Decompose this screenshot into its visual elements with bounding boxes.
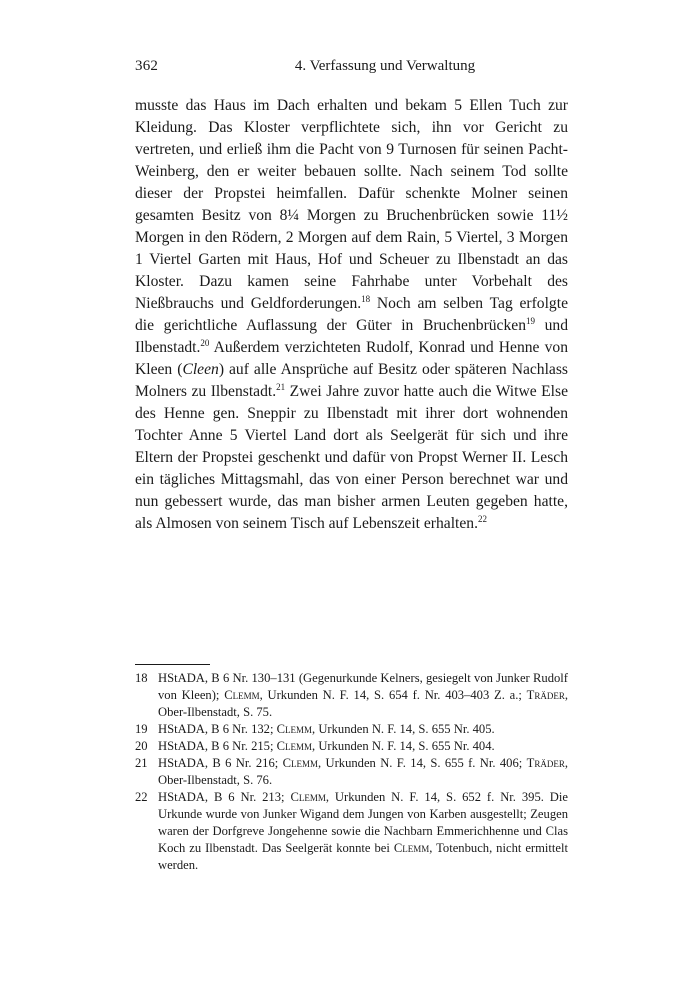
footnote-ref-21[interactable]: 21 xyxy=(276,381,286,392)
body-text-segment: und Ilbenstadt. xyxy=(135,317,568,356)
footnote-ref-19[interactable]: 19 xyxy=(526,315,535,326)
author-smallcaps: Clemm xyxy=(393,841,430,855)
footnote-separator xyxy=(135,664,210,665)
body-text-segment: Außerdem verzichteten Rudolf, Konrad und Henne von Kleen ( xyxy=(135,339,568,378)
author-smallcaps: Clemm xyxy=(282,756,318,770)
body-paragraph xyxy=(135,95,568,535)
author-smallcaps: Clemm xyxy=(276,739,313,753)
footnote-number: 22 xyxy=(135,790,148,804)
body-text-segment: Noch am selben Tag erfolgte die gerichtliche Auflassung der Güter in Bruchenbrücken xyxy=(135,295,568,334)
author-smallcaps: Träder xyxy=(526,756,565,770)
footnote-number: 18 xyxy=(135,671,148,685)
footnotes-list xyxy=(135,670,568,874)
footnote-number: 19 xyxy=(135,722,148,736)
footnote-20 xyxy=(135,738,568,755)
footnote-18 xyxy=(135,670,568,721)
page-number: 362 xyxy=(135,58,159,74)
footnote-text: HStADA, B 6 Nr. 130–131 (Gegenurkunde Kelners, gesiegelt von Junker Rudolf von Kleen); Clemm, Urkunden N. F. 14, S. 654 f. Nr. 403–403 Z. a.; Träder, Ober-Ilbenstadt, S. 75. xyxy=(158,671,568,719)
author-smallcaps: Träder xyxy=(526,688,565,702)
author-smallcaps: Clemm xyxy=(224,688,260,702)
author-smallcaps: Clemm xyxy=(290,790,326,804)
footnote-ref-22[interactable]: 22 xyxy=(478,513,487,524)
footnote-text: HStADA, B 6 Nr. 132; Clemm, Urkunden N. F. 14, S. 655 Nr. 405. xyxy=(158,722,495,736)
author-smallcaps: Clemm xyxy=(276,722,313,736)
footnote-ref-20[interactable]: 20 xyxy=(200,337,210,348)
footnote-ref-18[interactable]: 18 xyxy=(361,293,371,304)
running-head: 4. Verfassung und Verwaltung xyxy=(294,58,476,74)
footnote-text: HStADA, B 6 Nr. 213; Clemm, Urkunden N. F. 14, S. 652 f. Nr. 395. Die Urkunde wurde von Junker Wigand dem Jungen von Karben ausgestellt; Zeugen waren der Dorfgreve Jongehenne sowie die Nachbarn Emmerichhenne und Clas Koch zu Ilbenstadt. Das Seelgerät konnte bei Clemm, Totenbuch, nicht ermittelt werden. xyxy=(158,790,568,872)
footnote-text: HStADA, B 6 Nr. 216; Clemm, Urkunden N. F. 14, S. 655 f. Nr. 406; Träder, Ober-Ilbenstadt, S. 76. xyxy=(158,756,568,787)
footnote-19 xyxy=(135,721,568,738)
italic-name: Cleen xyxy=(182,361,219,378)
footnote-number: 21 xyxy=(135,756,148,770)
footnote-text: HStADA, B 6 Nr. 215; Clemm, Urkunden N. F. 14, S. 655 Nr. 404. xyxy=(158,739,495,753)
footnote-22 xyxy=(135,789,568,874)
footnote-21 xyxy=(135,755,568,789)
body-text-segment: Zwei Jahre zuvor hatte auch die Witwe Else des Henne gen. Sneppir zu Ilbenstadt mit ihrer dort wohnenden Tochter Anne 5 Viertel Land dort als Seelgerät für sich und ihre Eltern der Propstei geschenkt und dafür von Propst Werner II. Lesch ein tägliches Mittagsmahl, das von einer Person berechnet war und nun gebessert wurde, das man bisher armen Leuten gegeben hatte, als Almosen von seinem Tisch auf Lebenszeit erhalten. xyxy=(135,383,568,532)
body-text-segment: ) auf alle Ansprüche auf Besitz oder späteren Nachlass Molners zu Ilbenstadt. xyxy=(135,361,568,400)
footnote-number: 20 xyxy=(135,739,148,753)
body-text-segment: musste das Haus im Dach erhalten und bekam 5 Ellen Tuch zur Kleidung. Das Kloster verpflichtete sich, ihn vor Gericht zu vertreten, und erließ ihm die Pacht von 9 Turnosen für seinen Pacht-Weinberg, den er weiter bebauen sollte. Nach seinem Tod sollte dieser der Propstei heimfallen. Dafür schenkte Molner seinen gesamten Besitz von 8¼ Morgen zu Bruchenbrücken sowie 11½ Morgen in den Rödern, 2 Morgen auf dem Rain, 5 Viertel, 3 Morgen 1 Viertel Garten mit Haus, Hof und Scheuer zu Ilbenstadt an das Kloster. Dazu kamen seine Fahrhabe unter Vorbehalt des Nießbrauchs und Geldforderungen. xyxy=(135,97,568,312)
